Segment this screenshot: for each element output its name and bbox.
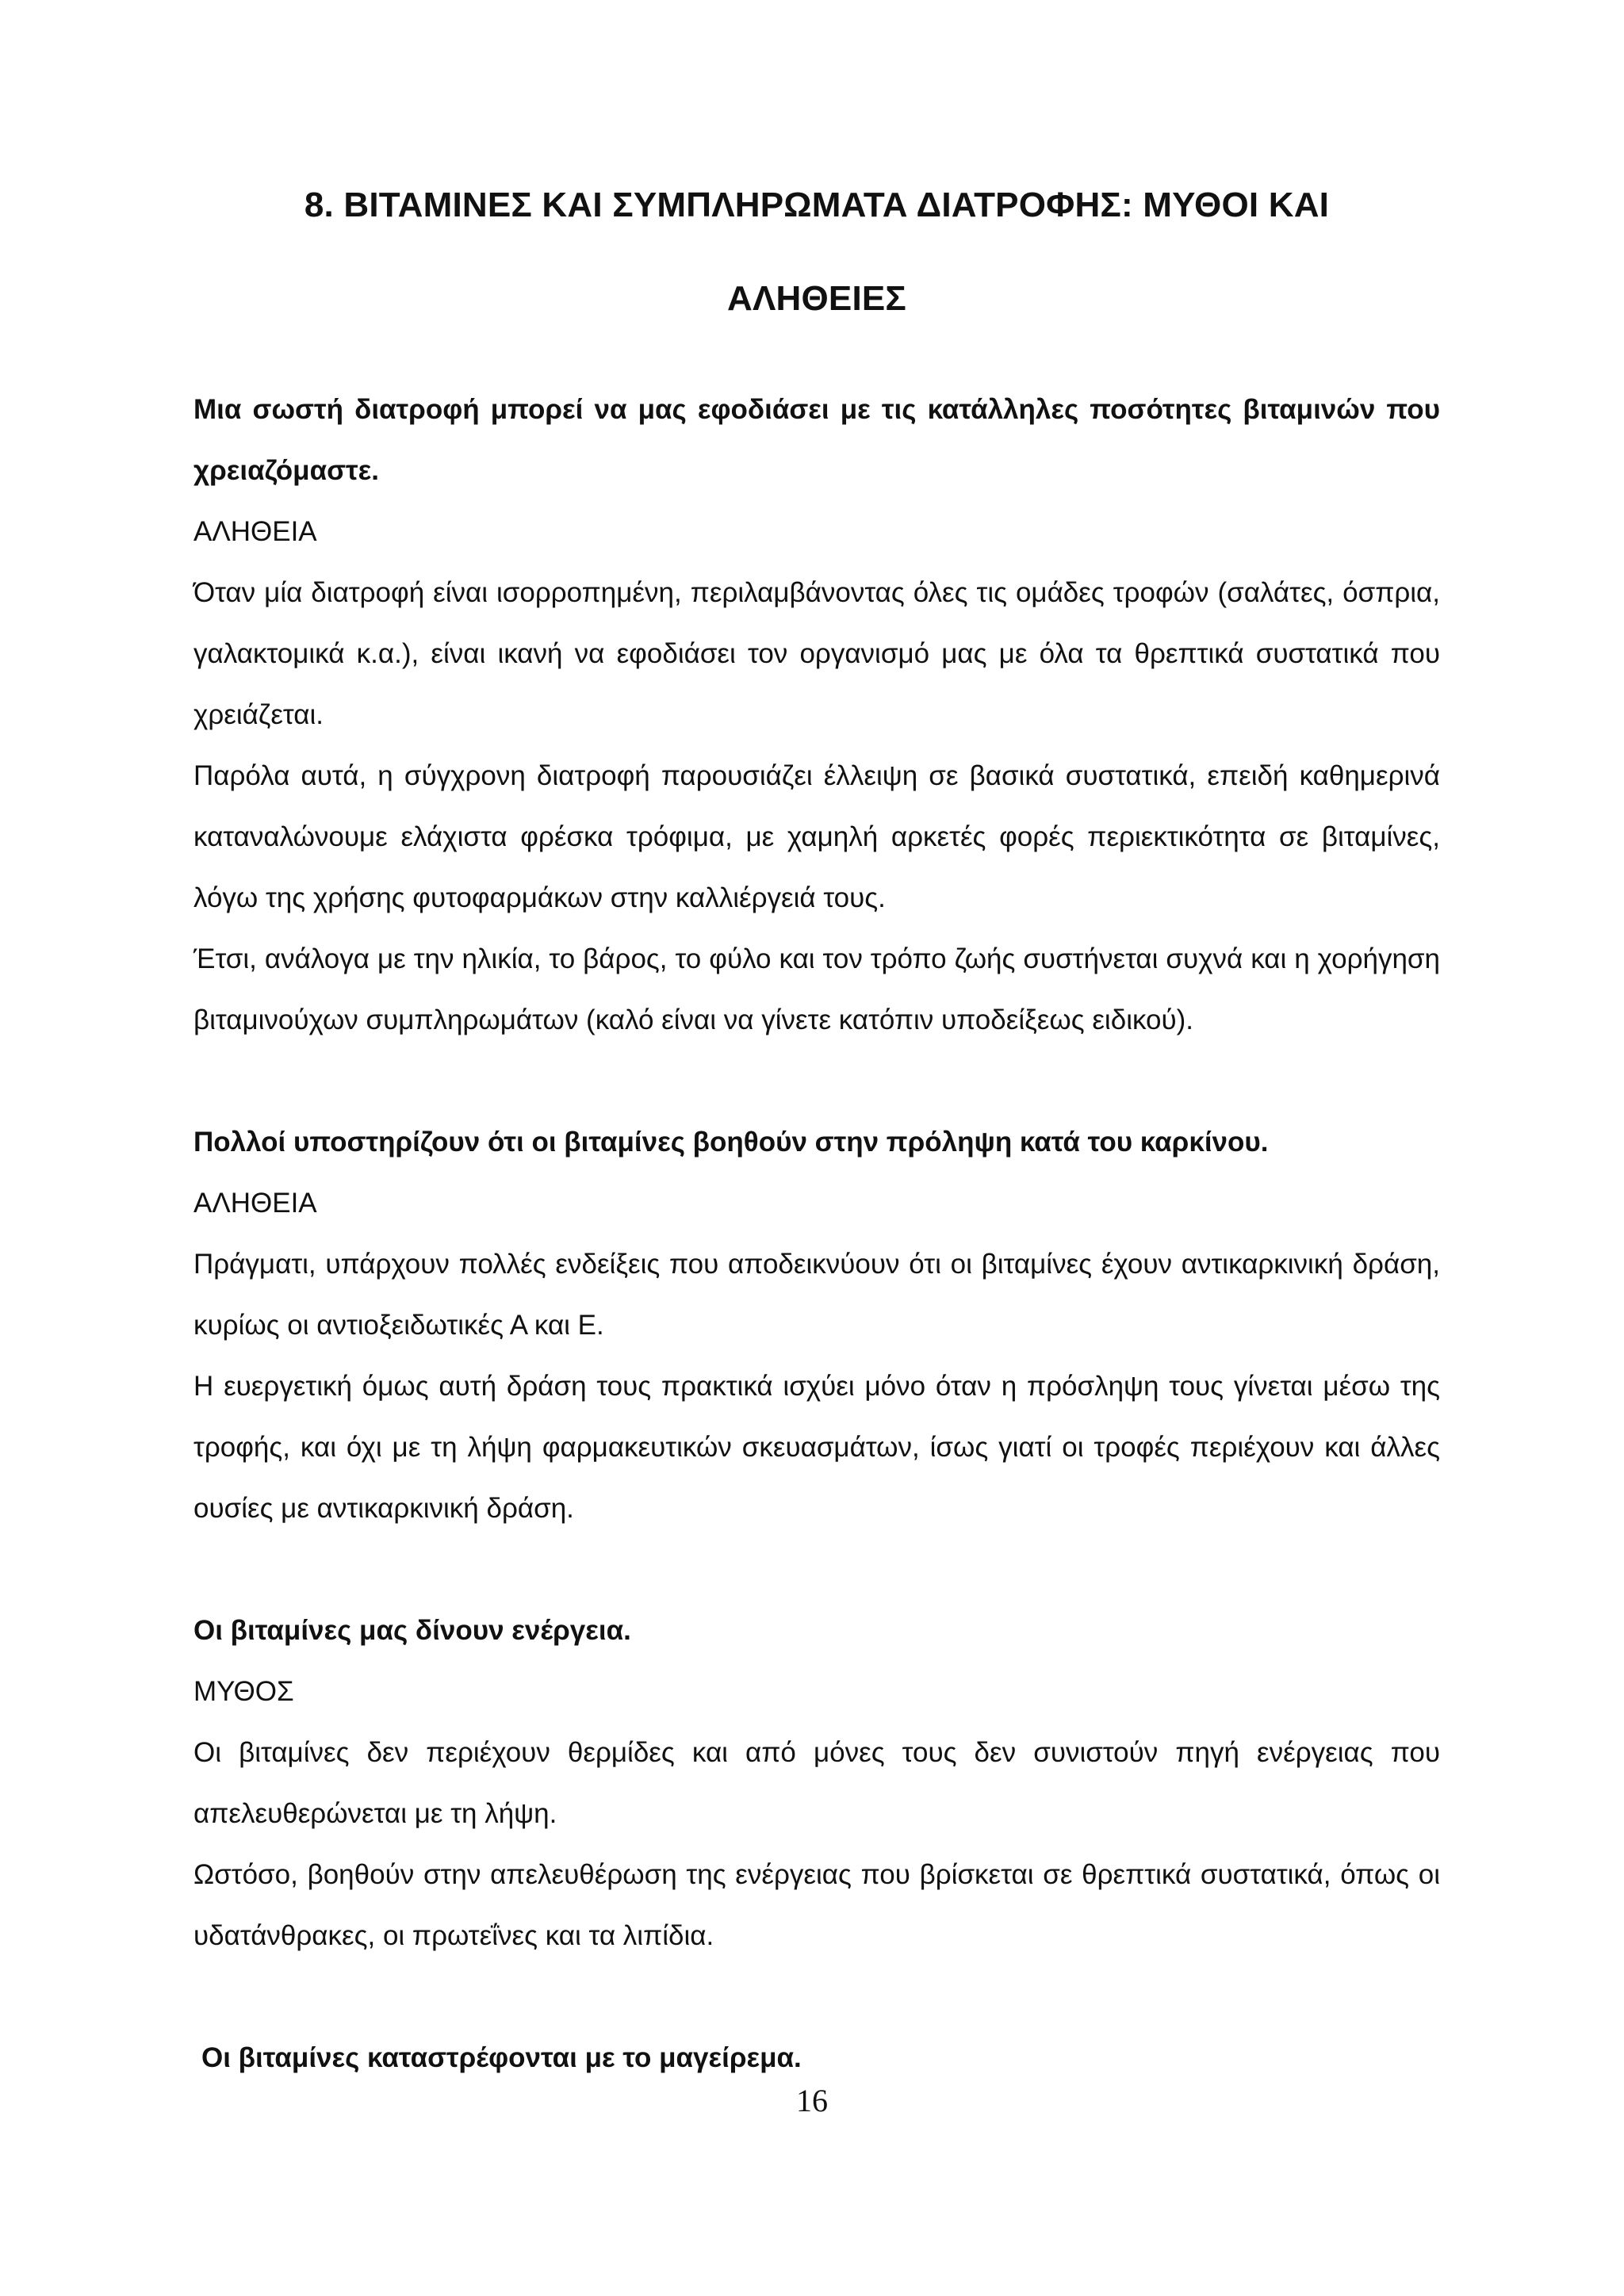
section-2-verdict: ΑΛΗΘΕΙΑ <box>193 1188 317 1219</box>
section-4-question: Οι βιταμίνες καταστρέφονται με το μαγείρεμα. <box>201 2042 802 2073</box>
section-1-paragraph-1: Όταν μία διατροφή είναι ισορροπημένη, περιλαμβάνοντας όλες τις ομάδες τροφών (σαλάτες, όσπρια, γαλακτομικά κ.α.), είναι ικανή να εφοδιάσει τον οργανισμό μας με όλα τα θρεπτικά συστατικά που χρειάζεται. <box>193 577 1440 730</box>
section-1-question: Μια σωστή διατροφή μπορεί να μας εφοδιάσει με τις κατάλληλες ποσότητες βιταμινών που χρειαζόμαστε. <box>193 394 1440 486</box>
section-3-question: Οι βιταμίνες μας δίνουν ενέργεια. <box>193 1615 631 1646</box>
section-spacer <box>193 1539 1440 1600</box>
section-3-paragraph-2: Ωστόσο, βοηθούν στην απελευθέρωση της ενέργειας που βρίσκεται σε θρεπτικά συστατικά, όπως οι υδατάνθρακες, οι πρωτεΐνες και τα λιπίδια. <box>193 1859 1440 1951</box>
section-3-paragraph-1: Οι βιταμίνες δεν περιέχουν θερμίδες και από μόνες τους δεν συνιστούν πηγή ενέργειας που απελευθερώνεται με τη λήψη. <box>193 1737 1440 1829</box>
chapter-title-line-2: ΑΛΗΘΕΙΕΣ <box>726 279 907 318</box>
section-2-paragraph-2: Η ευεργετική όμως αυτή δράση τους πρακτικά ισχύει μόνο όταν η πρόσληψη τους γίνεται μέσω της τροφής, και όχι με τη λήψη φαρμακευτικών σκευασμάτων, ίσως γιατί οι τροφές περιέχουν και άλλες ουσίες με αντικαρκινική δράση. <box>193 1371 1440 1524</box>
section-3-verdict: ΜΥΘΟΣ <box>193 1676 294 1707</box>
section-spacer <box>193 1966 1440 2027</box>
section-1-paragraph-3: Έτσι, ανάλογα με την ηλικία, το βάρος, το φύλο και τον τρόπο ζωής συστήνεται συχνά και η χορήγηση βιταμινούχων συμπληρωμάτων (καλό είναι να γίνετε κατόπιν υποδείξεως ειδικού). <box>193 943 1440 1035</box>
section-2-paragraph-1: Πράγματι, υπάρχουν πολλές ενδείξεις που αποδεικνύουν ότι οι βιταμίνες έχουν αντικαρκινική δράση, κυρίως οι αντιοξειδωτικές Α και Ε. <box>193 1249 1440 1341</box>
section-1-paragraph-2: Παρόλα αυτά, η σύγχρονη διατροφή παρουσιάζει έλλειψη σε βασικά συστατικά, επειδή καθημερινά καταναλώνουμε ελάχιστα φρέσκα τρόφιμα, με χαμηλή αρκετές φορές περιεκτικότητα σε βιταμίνες, λόγω της χρήσης φυτοφαρμάκων στην καλλιέργειά τους. <box>193 760 1440 913</box>
document-body <box>193 379 1440 2088</box>
section-1-verdict: ΑΛΗΘΕΙΑ <box>193 516 317 547</box>
page-number: 16 <box>796 2083 828 2118</box>
section-spacer <box>193 1050 1440 1112</box>
chapter-title-line-1: 8. ΒΙΤΑΜΙΝΕΣ ΚΑΙ ΣΥΜΠΛΗΡΩΜΑΤΑ ΔΙΑΤΡΟΦΗΣ: ΜΥΘΟΙ ΚΑΙ <box>304 186 1330 224</box>
chapter-title <box>193 159 1440 346</box>
section-2-question: Πολλοί υποστηρίζουν ότι οι βιταμίνες βοηθούν στην πρόληψη κατά του καρκίνου. <box>193 1127 1269 1158</box>
